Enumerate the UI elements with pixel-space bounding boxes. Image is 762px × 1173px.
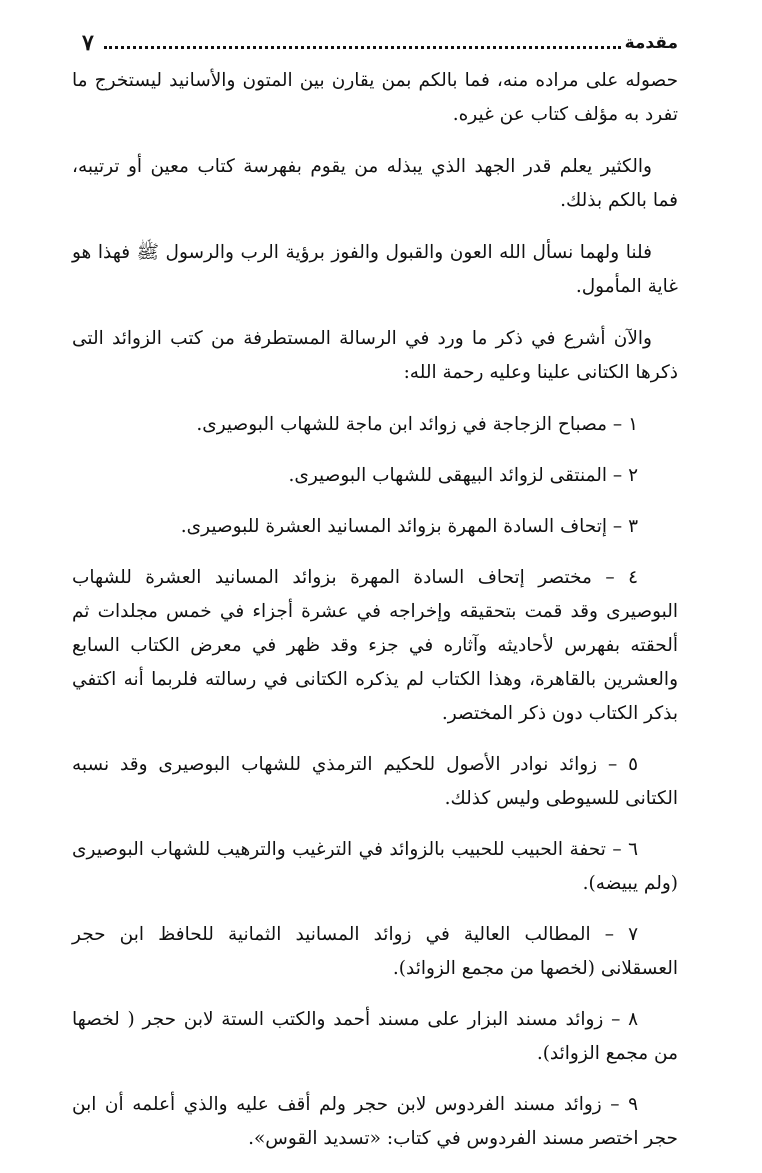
paragraph: والآن أشرع في ذكر ما ورد في الرسالة المستطرفة من كتب الزوائد التى ذكرها الكتانى علينا وعليه رحمة الله: (72, 328, 678, 383)
list-item: ٤ – مختصر إتحاف السادة المهرة بزوائد المسانيد العشرة للشهاب البوصيرى وقد قمت بتحقيقه وإخراجه في عشرة أجزاء في خمس مجلدات ثم ألحقته بفهرس لأحاديثه وآثاره في جزء وقد ظهر في معرض الكتاب السابع والعشرين بالقاهرة، وهذا الكتاب لم يذكره الكتانى في رسالته فلربما أنه اكتفي بذكر الكتاب دون ذكر المختصر. (72, 567, 678, 724)
dotted-leader (104, 45, 621, 49)
section-title: مقدمة (624, 33, 678, 53)
list-item: ٨ – زوائد مسند البزار على مسند أحمد والكتب الستة لابن حجر ( لخصها من مجمع الزوائد). (72, 1009, 678, 1064)
paragraph: والكثير يعلم قدر الجهد الذي يبذله من يقوم بفهرسة كتاب معين أو ترتيبه، فما بالكم بذلك. (72, 156, 678, 211)
page-number: ٧ (82, 30, 94, 56)
list-item: ٥ – زوائد نوادر الأصول للحكيم الترمذي للشهاب البوصيرى وقد نسبه الكتانى للسيوطى وليس كذلك. (72, 754, 678, 809)
page-header (82, 28, 678, 54)
list-item: ٢ – المنتقى لزوائد البيهقى للشهاب البوصيرى. (288, 465, 638, 486)
list-item: ٣ – إتحاف السادة المهرة بزوائد المسانيد العشرة للبوصيرى. (180, 516, 638, 537)
paragraph: فلنا ولهما نسأل الله العون والقبول والفوز برؤية الرب والرسول ﷺ فهذا هو غاية المأمول. (72, 242, 678, 297)
list-item: ١ – مصباح الزجاجة في زوائد ابن ماجة للشهاب البوصيرى. (196, 414, 638, 435)
list-item: ٩ – زوائد مسند الفردوس لابن حجر ولم أقف عليه والذي أعلمه أن ابن حجر اختصر مسند الفردوس في كتاب: «تسديد القوس». (72, 1094, 678, 1149)
list-item: ٦ – تحفة الحبيب للحبيب بالزوائد في الترغيب والترهيب للشهاب البوصيرى (ولم يبيضه). (72, 839, 678, 894)
list-item: ٧ – المطالب العالية في زوائد المسانيد الثمانية للحافظ ابن حجر العسقلانى (لخصها من مجمع الزوائد). (72, 924, 678, 979)
paragraph: حصوله على مراده منه، فما بالكم بمن يقارن بين المتون والأسانيد ليستخرج ما تفرد به مؤلف كتاب عن غيره. (72, 70, 678, 125)
page-body (72, 64, 678, 1173)
